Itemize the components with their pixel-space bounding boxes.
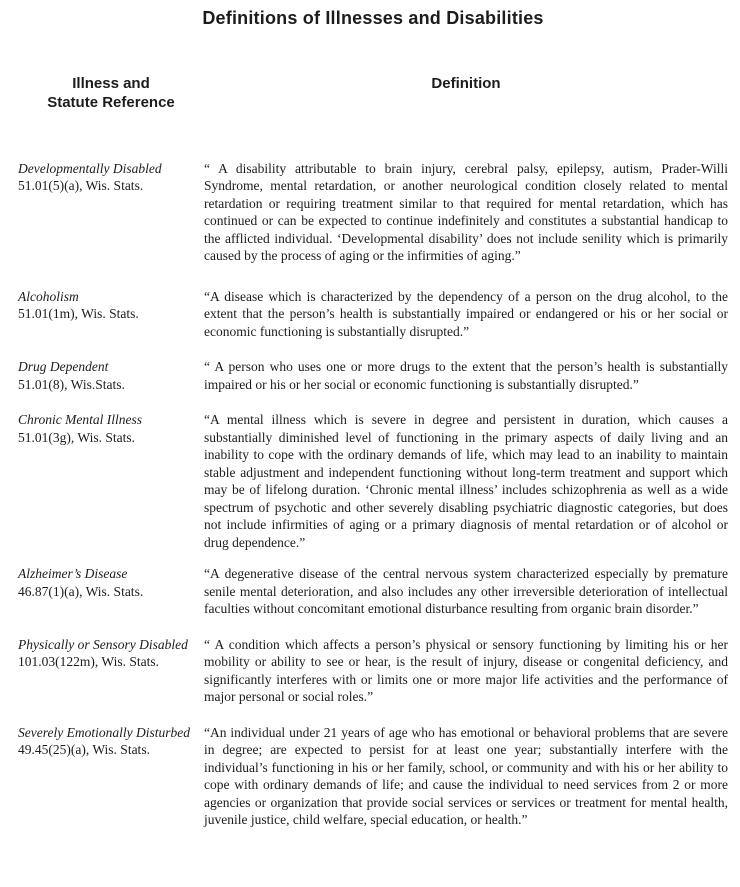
column-header-illness-line1: Illness and xyxy=(72,74,150,92)
definitions-table xyxy=(18,160,728,829)
definition-text: “An individual under 21 years of age who has emotional or behavioral problems that are severe in degree; are expected to persist for at least one year; substantially interfere with the individual’s functioning in his or her family, school, or community and with his or her ability to cope with ordinary demands of life; and cause the individual to need services from 2 or more agencies or organization that provide social services or services or treatment for mental health, juvenile justice, child welfare, special education, or health.” xyxy=(204,724,728,827)
statute-reference: 51.01(8), Wis.Stats. xyxy=(18,376,125,392)
definition-text: “A degenerative disease of the central nervous system characterized especially by premature senile mental deterioration, and also includes any other irreversible deterioration of intellectual faculties without concomitant emotional disturbance resulting from organic brain disorder.” xyxy=(204,566,728,616)
table-row xyxy=(18,358,728,393)
statute-reference: 51.01(5)(a), Wis. Stats. xyxy=(18,178,144,193)
table-row xyxy=(18,411,728,551)
table-row xyxy=(18,724,728,829)
illness-name: Chronic Mental Illness xyxy=(18,412,142,427)
page-title: Definitions of Illnesses and Disabilities xyxy=(202,8,544,28)
statute-reference: 46.87(1)(a), Wis. Stats. xyxy=(18,583,144,599)
illness-name: Developmentally Disabled xyxy=(18,160,162,176)
definition-text: “ A condition which affects a person’s physical or sensory functioning by limiting his or her mobility or ability to see or hear, is the result of injury, disease or congenital deficiency, and significantly interferes with or limits one or more major life activities and the performance of major personal or social roles.” xyxy=(204,636,728,704)
column-header-illness-statute xyxy=(18,74,204,112)
definition-text: “ A disability attributable to brain injury, cerebral palsy, epilepsy, autism, Prader-Willi Syndrome, mental retardation, or another neurological condition closely related to mental retardation or requiring treatment similar to that required for mental retardation, which has continued or can be expected to continue indefinitely and constitutes a substantial handicap to the afflicted individual. ‘Developmental disability’ does not include senility which is primarily caused by the process of aging or the infirmities of aging.” xyxy=(204,160,728,263)
statute-reference: 51.01(1m), Wis. Stats. xyxy=(18,306,139,321)
table-row xyxy=(18,636,728,706)
definition-text: “A mental illness which is severe in degree and persistent in duration, which causes a substantially diminished level of functioning in the primary aspects of daily living and an inability to cope with the ordinary demands of life, which may lead to an inability to maintain stable adjustment and independent functioning without long-term treatment and support which may be of lifelong duration. ‘Chronic mental illness’ includes schizophrenia as well as a wide spectrum of psychotic and other severely disabling psychiatric diagnostic categories, but does not include infirmities of aging or a primary diagnosis of mental retardation or of alcohol or drug dependence.” xyxy=(204,412,728,550)
statute-reference: 51.01(3g), Wis. Stats. xyxy=(18,429,135,445)
illness-name: Severely Emotionally Disturbed xyxy=(18,724,190,740)
illness-name: Drug Dependent xyxy=(18,359,109,374)
illness-name: Alzheimer’s Disease xyxy=(18,566,128,581)
definition-text: “A disease which is characterized by the dependency of a person on the drug alcohol, to the extent that the person’s health is substantially impaired or endangered or his or her social or economic functioning is substantially disrupted.” xyxy=(204,288,728,339)
illness-name: Alcoholism xyxy=(18,288,79,304)
column-header-illness-line2: Statute Reference xyxy=(47,93,175,111)
table-row xyxy=(18,160,728,265)
column-header-definition: Definition xyxy=(431,74,501,92)
statute-reference: 49.45(25)(a), Wis. Stats. xyxy=(18,742,150,757)
table-header-row xyxy=(18,74,728,112)
table-row xyxy=(18,288,728,341)
definition-text: “ A person who uses one or more drugs to the extent that the person’s health is substantially impaired or his or her social or economic functioning is substantially disrupted.” xyxy=(204,359,728,392)
illness-name: Physically or Sensory Disabled xyxy=(18,636,188,652)
statute-reference: 101.03(122m), Wis. Stats. xyxy=(18,654,159,669)
table-row xyxy=(18,565,728,618)
